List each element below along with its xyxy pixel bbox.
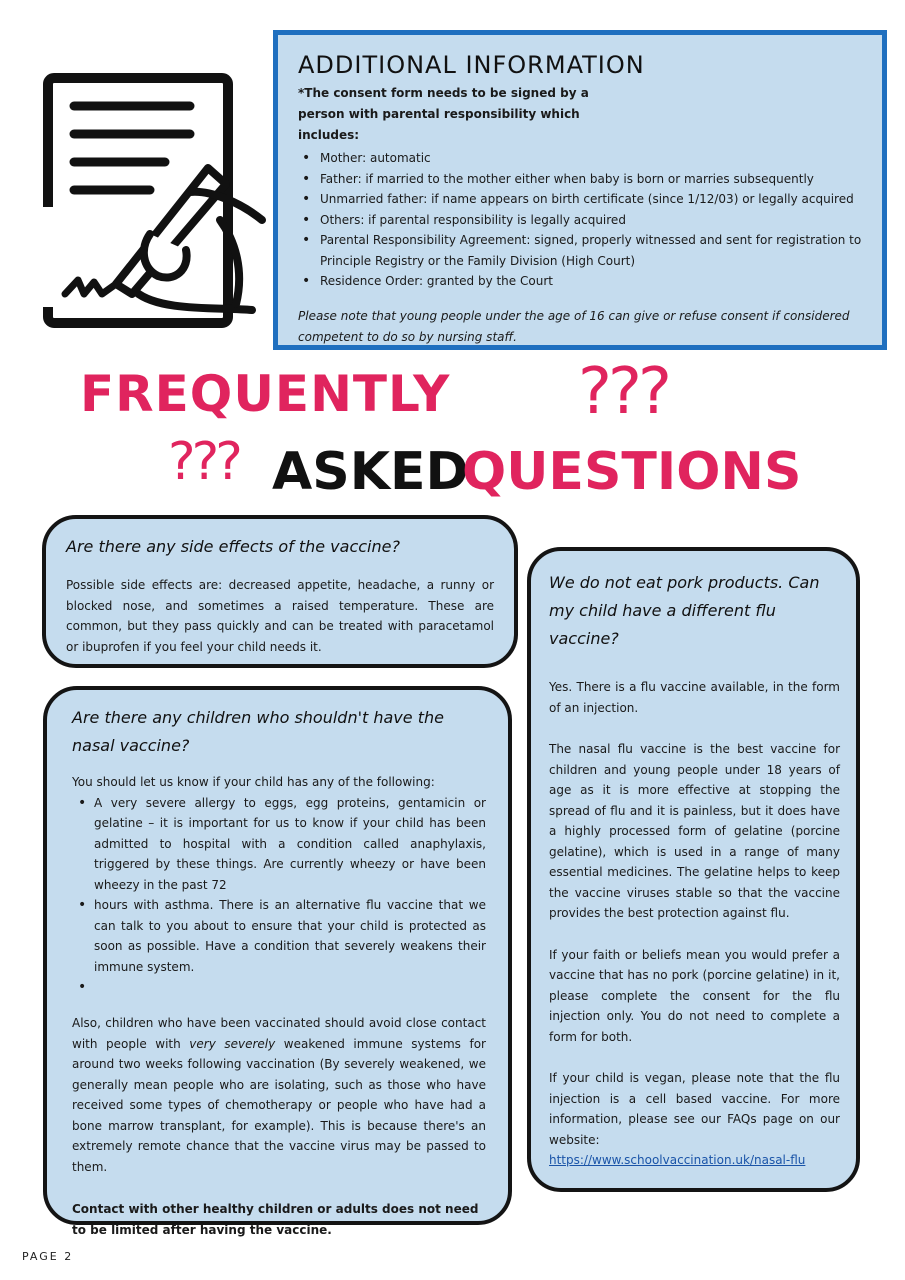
close-contact-text: weakened immune systems for around two weeks following vaccination (By severely weakened, we generally mean people who are isolating, such as those who have received some types of chemotherapy or people who have had a bone marrow transplant, for example). This is because there's an extremely remote chance that the vaccine virus may be passed to them.: [72, 1036, 486, 1174]
faq-heading-asked: ASKED: [272, 442, 469, 502]
children-exclusion-card: [43, 686, 512, 1237]
signed-document-icon: [40, 72, 270, 334]
page-number: PAGE 2: [22, 1250, 74, 1263]
list-item: • Parental Responsibility Agreement: signed, properly witnessed and sent for registration to Principle Registry or the Family Division (High Court): [298, 230, 862, 271]
close-contact-emphasis: very severely: [189, 1036, 276, 1051]
list-item: • Unmarried father: if name appears on birth certificate (since 1/12/03) or legally acquired: [298, 189, 862, 210]
healthy-contact-note: Contact with other healthy children or adults does not need to be limited after having the vaccine.: [72, 1202, 479, 1237]
close-contact-paragraph: [72, 1013, 486, 1177]
question-marks-decoration: ???: [168, 432, 239, 492]
list-item: • Mother: automatic: [298, 148, 862, 169]
list-item: [72, 977, 486, 1009]
pork-answer-vegan: [549, 1068, 840, 1171]
parental-responsibility-list: [298, 148, 862, 292]
list-item: • Residence Order: granted by the Court: [298, 271, 862, 292]
question-marks-decoration: ???: [578, 355, 668, 429]
nasal-flu-faq-link[interactable]: https://www.schoolvaccination.uk/nasal-flu: [549, 1153, 806, 1167]
children-intro: You should let us know if your child has any of the following:: [72, 775, 435, 789]
list-item: • hours with asthma. There is an alternative flu vaccine that we can talk to you about to ensure that your child is protected as soon as possible. Have a condition that severely weakens their immune system.: [72, 895, 486, 977]
close-contact-text: Also, children who have been vaccinated should avoid close contact with people with: [72, 1016, 486, 1051]
conditions-list: [72, 793, 486, 1010]
pork-question: We do not eat pork products. Can my child have a different flu vaccine?: [549, 573, 820, 648]
pork-answer-beliefs: If your faith or beliefs mean you would prefer a vaccine that has no pork (porcine gelatine) in it, please complete the consent for the flu injection only. You do not need to complete a form for both.: [549, 947, 840, 1044]
vegan-text: If your child is vegan, please note that the flu injection is a cell based vaccine. For more information, please see our FAQs page on our website:: [549, 1071, 840, 1147]
consent-age-note: Please note that young people under the age of 16 can give or refuse consent if considered competent to do so by nursing staff.: [298, 308, 850, 344]
additional-info-box: [273, 30, 887, 350]
faq-heading-questions: QUESTIONS: [462, 442, 802, 502]
list-item: • Father: if married to the mother either when baby is born or marries subsequently: [298, 169, 862, 190]
list-item: • A very severe allergy to eggs, egg proteins, gentamicin or gelatine – it is important for us to know if your child has been admitted to hospital with a condition called anaphylaxis, triggered by these things. Are currently wheezy or have been wheezy in the past 72: [72, 793, 486, 896]
side-effects-question: Are there any side effects of the vaccine?: [66, 537, 400, 556]
pork-products-card: [527, 547, 860, 1192]
side-effects-answer: Possible side effects are: decreased appetite, headache, a runny or blocked nose, and sometimes a raised temperature. These are common, but they pass quickly and can be treated with paracetamol or ibuprofen if you feel your child needs it.: [66, 578, 494, 654]
pork-answer-gelatine: The nasal flu vaccine is the best vaccine for children and young people under 18 years of age as it is more effective at stopping the spread of flu and it is painless, but it does have a highly processed form of gelatine (porcine gelatine), which is used in a range of many essential medicines. The gelatine helps to keep the vaccine viruses stable so that the vaccine provides the best protection against flu.: [549, 742, 840, 920]
children-question: Are there any children who shouldn't have the nasal vaccine?: [72, 708, 444, 755]
additional-info-title: ADDITIONAL INFORMATION: [298, 51, 645, 79]
pork-answer-injection: Yes. There is a flu vaccine available, in the form of an injection.: [549, 680, 840, 715]
side-effects-card: [42, 515, 518, 668]
additional-info-intro: *The consent form needs to be signed by a person with parental responsibility which includes:: [298, 86, 589, 142]
faq-heading-frequently: FREQUENTLY: [80, 365, 451, 423]
list-item: • Others: if parental responsibility is legally acquired: [298, 210, 862, 231]
